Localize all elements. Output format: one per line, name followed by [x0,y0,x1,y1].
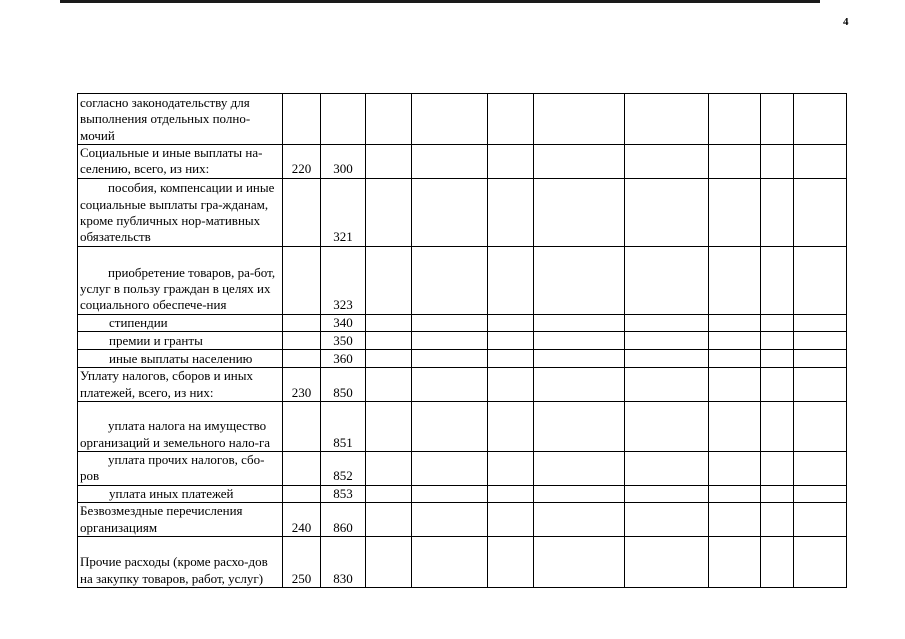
line-code-cell: 230 [283,368,321,402]
budget-table [77,93,847,588]
table-row [78,503,847,537]
amount-cell [709,485,761,502]
amount-cell [761,94,794,145]
amount-cell [709,314,761,331]
row-name-cell: стипендии [78,314,283,331]
amount-cell [488,503,534,537]
amount-cell [366,402,412,452]
amount-cell [412,246,488,314]
line-code-cell [283,485,321,502]
table-row [78,537,847,588]
amount-cell [366,178,412,246]
amount-cell [488,246,534,314]
table-row [78,368,847,402]
amount-cell [709,402,761,452]
amount-cell [534,350,625,368]
line-code-cell [283,350,321,368]
amount-cell [534,145,625,179]
row-name-cell: приобретение товаров, ра-бот, услуг в пользу граждан в целях их социального обеспече-ния [78,246,283,314]
table-row [78,332,847,350]
amount-cell [794,332,847,350]
line-code-cell [283,314,321,331]
amount-cell [625,402,709,452]
line-code-cell: 250 [283,537,321,588]
row-name-cell: Прочие расходы (кроме расхо-дов на закупку товаров, работ, услуг) [78,537,283,588]
amount-cell [366,246,412,314]
amount-cell [761,485,794,502]
amount-cell [625,368,709,402]
table-row [78,485,847,502]
table-row [78,94,847,145]
amount-cell [794,350,847,368]
amount-cell [794,402,847,452]
amount-cell [709,503,761,537]
amount-cell [534,332,625,350]
kbk-code-cell: 350 [321,332,366,350]
amount-cell [761,350,794,368]
amount-cell [488,402,534,452]
row-name-cell: уплата иных платежей [78,485,283,502]
amount-cell [794,246,847,314]
table-row [78,314,847,331]
row-name-cell: иные выплаты населению [78,350,283,368]
line-code-cell [283,402,321,452]
kbk-code-cell: 300 [321,145,366,179]
amount-cell [412,503,488,537]
amount-cell [412,452,488,486]
amount-cell [534,485,625,502]
kbk-code-cell: 852 [321,452,366,486]
amount-cell [709,246,761,314]
amount-cell [709,178,761,246]
kbk-code-cell: 830 [321,537,366,588]
amount-cell [412,537,488,588]
amount-cell [366,368,412,402]
row-name-cell: уплата прочих налогов, сбо-ров [78,452,283,486]
amount-cell [366,314,412,331]
table-row [78,452,847,486]
kbk-code-cell: 340 [321,314,366,331]
amount-cell [534,178,625,246]
table-row [78,145,847,179]
line-code-cell: 220 [283,145,321,179]
amount-cell [488,178,534,246]
amount-cell [709,94,761,145]
amount-cell [412,314,488,331]
line-code-cell [283,178,321,246]
amount-cell [488,485,534,502]
kbk-code-cell: 853 [321,485,366,502]
amount-cell [366,332,412,350]
amount-cell [488,314,534,331]
amount-cell [366,350,412,368]
row-name-cell: пособия, компенсации и иные социальные выплаты гра-жданам, кроме публичных нор-мативных обязательств [78,178,283,246]
row-name-cell: Социальные и иные выплаты на-селению, всего, из них: [78,145,283,179]
row-name-cell: согласно законодательству для выполнения отдельных полно-мочий [78,94,283,145]
amount-cell [412,402,488,452]
amount-cell [534,368,625,402]
amount-cell [794,368,847,402]
table-row [78,350,847,368]
kbk-code-cell: 321 [321,178,366,246]
amount-cell [412,145,488,179]
amount-cell [709,350,761,368]
amount-cell [488,452,534,486]
amount-cell [534,402,625,452]
line-code-cell [283,452,321,486]
line-code-cell [283,246,321,314]
amount-cell [488,350,534,368]
kbk-code-cell: 851 [321,402,366,452]
amount-cell [794,452,847,486]
amount-cell [412,350,488,368]
table-row [78,178,847,246]
amount-cell [625,503,709,537]
amount-cell [366,452,412,486]
amount-cell [488,368,534,402]
page-number: 4 [843,16,849,28]
amount-cell [625,246,709,314]
row-name-cell: уплата налога на имущество организаций и земельного нало-га [78,402,283,452]
amount-cell [534,503,625,537]
amount-cell [366,145,412,179]
amount-cell [625,178,709,246]
amount-cell [761,537,794,588]
amount-cell [534,246,625,314]
amount-cell [412,485,488,502]
amount-cell [625,350,709,368]
kbk-code-cell: 850 [321,368,366,402]
amount-cell [534,94,625,145]
amount-cell [534,537,625,588]
row-name-cell: Безвозмездные перечисления организациям [78,503,283,537]
amount-cell [366,503,412,537]
amount-cell [761,402,794,452]
amount-cell [761,246,794,314]
amount-cell [625,332,709,350]
scan-edge-line [60,0,820,3]
line-code-cell [283,332,321,350]
amount-cell [412,94,488,145]
amount-cell [625,314,709,331]
amount-cell [709,368,761,402]
amount-cell [709,332,761,350]
line-code-cell: 240 [283,503,321,537]
row-name-cell: премии и гранты [78,332,283,350]
amount-cell [534,314,625,331]
amount-cell [625,537,709,588]
line-code-cell [283,94,321,145]
amount-cell [794,503,847,537]
amount-cell [412,178,488,246]
amount-cell [366,94,412,145]
amount-cell [366,485,412,502]
amount-cell [761,145,794,179]
amount-cell [534,452,625,486]
amount-cell [761,332,794,350]
amount-cell [412,332,488,350]
amount-cell [709,537,761,588]
amount-cell [709,145,761,179]
amount-cell [794,94,847,145]
amount-cell [625,145,709,179]
amount-cell [709,452,761,486]
kbk-code-cell: 860 [321,503,366,537]
row-name-cell: Уплату налогов, сборов и иных платежей, всего, из них: [78,368,283,402]
amount-cell [488,332,534,350]
amount-cell [625,452,709,486]
amount-cell [761,368,794,402]
table-row [78,246,847,314]
kbk-code-cell: 360 [321,350,366,368]
table-row [78,402,847,452]
amount-cell [412,368,488,402]
amount-cell [794,145,847,179]
amount-cell [625,94,709,145]
amount-cell [488,537,534,588]
amount-cell [488,94,534,145]
amount-cell [761,314,794,331]
kbk-code-cell [321,94,366,145]
amount-cell [761,178,794,246]
amount-cell [794,537,847,588]
amount-cell [488,145,534,179]
amount-cell [794,314,847,331]
amount-cell [366,537,412,588]
kbk-code-cell: 323 [321,246,366,314]
amount-cell [761,452,794,486]
amount-cell [761,503,794,537]
amount-cell [794,485,847,502]
amount-cell [625,485,709,502]
amount-cell [794,178,847,246]
